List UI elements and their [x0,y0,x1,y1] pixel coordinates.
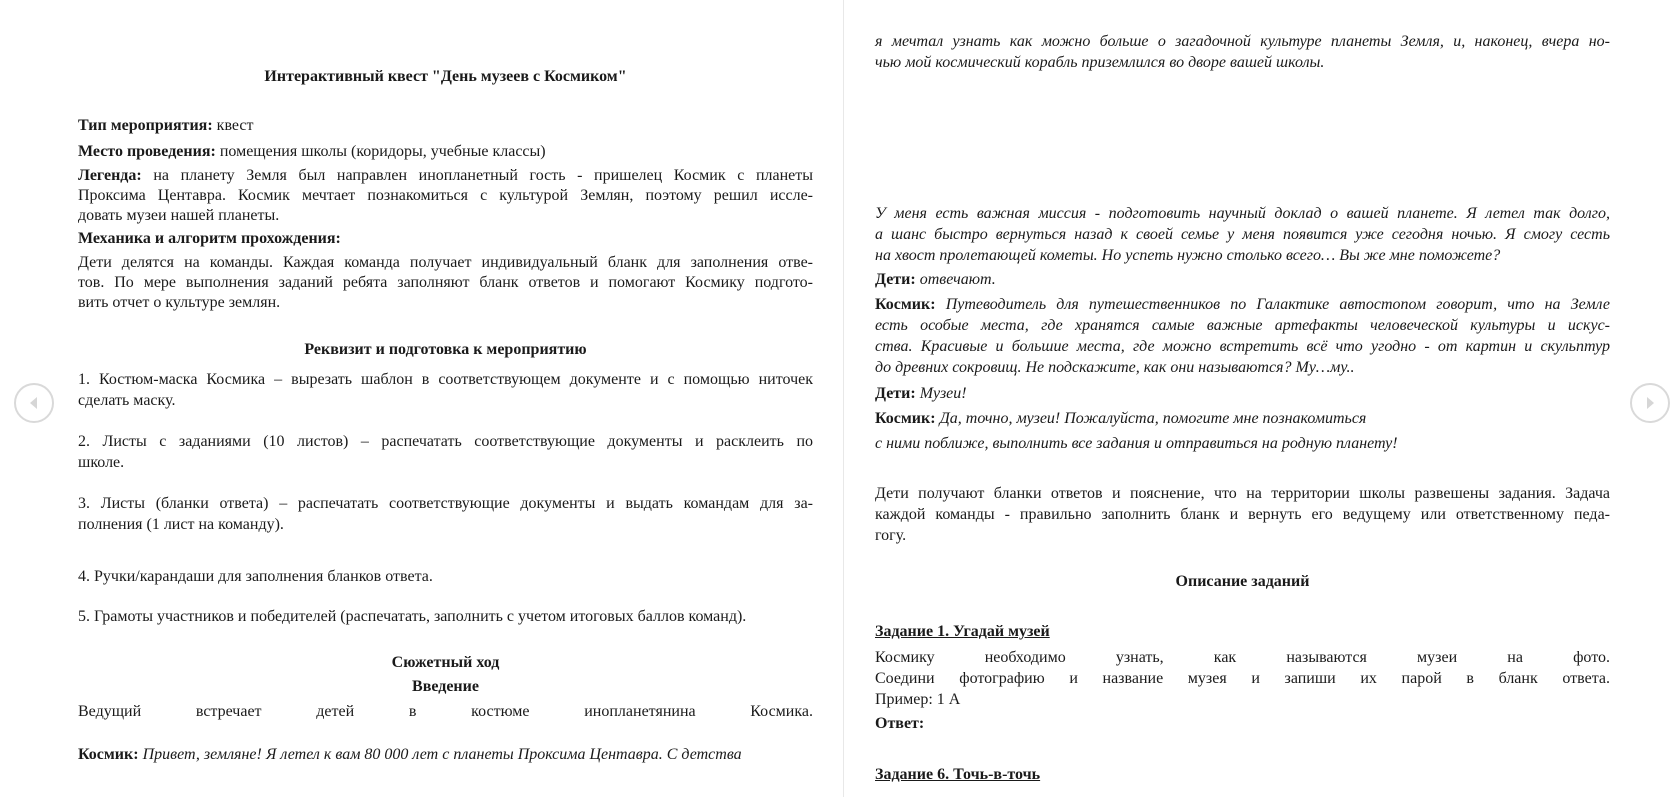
props-item-4: 4. Ручки/карандаши для заполнения бланков ответа. [78,568,433,585]
mechanics-line-1: Дети делятся на команды. Каждая команда получает индивидуальный бланк для заполнения отве- [78,254,813,271]
page-divider [843,0,844,797]
event-place-line [78,142,813,162]
chevron-left-icon [25,394,43,412]
kids-answer-1: Дети: отвечают. [875,271,996,288]
intro-heading: Введение [412,678,479,695]
kids-answer-2: Дети: Музеи! [875,385,967,402]
event-type-value: квест [212,117,254,134]
mission-line-1: У меня есть важная миссия - подготовить научный доклад о вашей планете. Я летел так долго, [875,205,1610,222]
mechanics-line-2: тов. По мере выполнения заданий ребята заполняют бланк ответов и помогают Космику подгото- [78,274,813,291]
host-line: Ведущий встречает детей в костюме инопланетянина Космика. [78,703,813,720]
blanks-line-3: гогу. [875,527,907,544]
blanks-line-2: каждой команды - правильно заполнить бланк и вернуть его ведущему или ответственному педа- [875,506,1610,523]
props-item-2-line-1: 2. Листы с заданиями (10 листов) – распечатать соответствующие документы и расклеить по [78,433,813,450]
tasks-heading: Описание заданий [1175,573,1310,590]
event-place-label: Место проведения: [78,143,216,160]
task-1-line-1: Космику необходимо узнать, как называются музеи на фото. [875,649,1610,666]
event-place-value: помещения школы (коридоры, учебные классы) [215,143,546,160]
task-6-heading: Задание 6. Точь-в-точь [875,766,1041,783]
guide-line-3: ства. Красивые и большие места, где можно встретить всё что угодно - от картин и скульптур [875,338,1610,355]
mission-line-2: а шанс быстро вернуться назад к своей семье у меня появится уже сегодня ночью. Я смогу сесть [875,226,1610,243]
event-type-label: Тип мероприятия: [78,117,213,134]
kids-label: Дети: [875,385,916,402]
props-item-3-line-1: 3. Листы (бланки ответа) – распечатать соответствующие документы и выдать командам для за- [78,495,813,512]
chevron-right-icon [1641,394,1659,412]
props-item-2-line-2: школе. [78,454,125,471]
props-heading: Реквизит и подготовка к мероприятию [304,341,587,358]
legend-line-3: довать музеи нашей планеты. [78,207,280,224]
task-1-heading: Задание 1. Угадай музей [875,623,1050,640]
plot-heading: Сюжетный ход [391,654,500,671]
legend-line-1: Легенда: на планету Земля был направлен инопланетный гость - пришелец Космик с планеты [78,167,813,184]
legend-label: Легенда: [78,167,142,184]
event-type-line [78,116,813,136]
previous-page-button[interactable] [14,383,54,423]
task-1-line-2: Соедини фотографию и название музея и запиши их парой в бланк ответа. [875,670,1610,687]
kosmik-continued-line-1: я мечтал узнать как можно больше о загадочной культуре планеты Земля, и, наконец, вчера но- [875,33,1610,50]
next-page-button[interactable] [1630,383,1670,423]
kosmik-label: Космик: [78,746,139,763]
mission-line-3: на хвост пролетающей кометы. Но успеть нужно столько всего… Вы же мне поможете? [875,247,1501,264]
task-1-line-3: Пример: 1 А [875,691,961,708]
props-item-1-line-1: 1. Костюм-маска Космика – вырезать шаблон в соответствующем документе и с помощью ниточек [78,371,813,388]
mechanics-heading: Механика и алгоритм прохождения: [78,230,341,247]
document-title: Интерактивный квест "День музеев с Космиком" [264,68,627,85]
kosmik-yes-line-2: с ними поближе, выполнить все задания и отправиться на родную планету! [875,435,1398,452]
kosmik-greeting-text: Привет, земляне! Я летел к вам 80 000 лет с планеты Проксима Центавра. С детства [138,746,742,763]
props-item-3-line-2: полнения (1 лист на команду). [78,516,284,533]
legend-line-2: Проксима Центавра. Космик мечтает познакомиться с культурой Землян, поэтому решил иссле- [78,187,813,204]
blanks-line-1: Дети получают бланки ответов и пояснение, что на территории школы развешены задания. Задача [875,485,1610,502]
kosmik-label: Космик: [875,296,936,313]
kosmik-yes-line-1: Космик: Да, точно, музеи! Пожалуйста, помогите мне познакомиться [875,410,1367,427]
kosmik-greeting-line [78,745,813,765]
kosmik-continued-line-2: чью мой космический корабль приземлился во дворе вашей школы. [875,54,1325,71]
props-item-5: 5. Грамоты участников и победителей (распечатать, заполнить с учетом итоговых баллов команд). [78,608,747,625]
guide-line-4: до древних сокровищ. Не подскажите, как они называются? Му…му.. [875,359,1355,376]
guide-line-2: есть особые места, где хранятся самые важные артефакты человеческой культуры и искус- [875,317,1610,334]
kids-label: Дети: [875,271,916,288]
props-item-1-line-2: сделать маску. [78,392,176,409]
task-1-answer-label: Ответ: [875,715,925,732]
kosmik-label: Космик: [875,410,936,427]
guide-line-1: Космик: Путеводитель для путешественников по Галактике автостопом говорит, что на Земле [875,296,1610,313]
mechanics-line-3: вить отчет о культуре землян. [78,294,281,311]
